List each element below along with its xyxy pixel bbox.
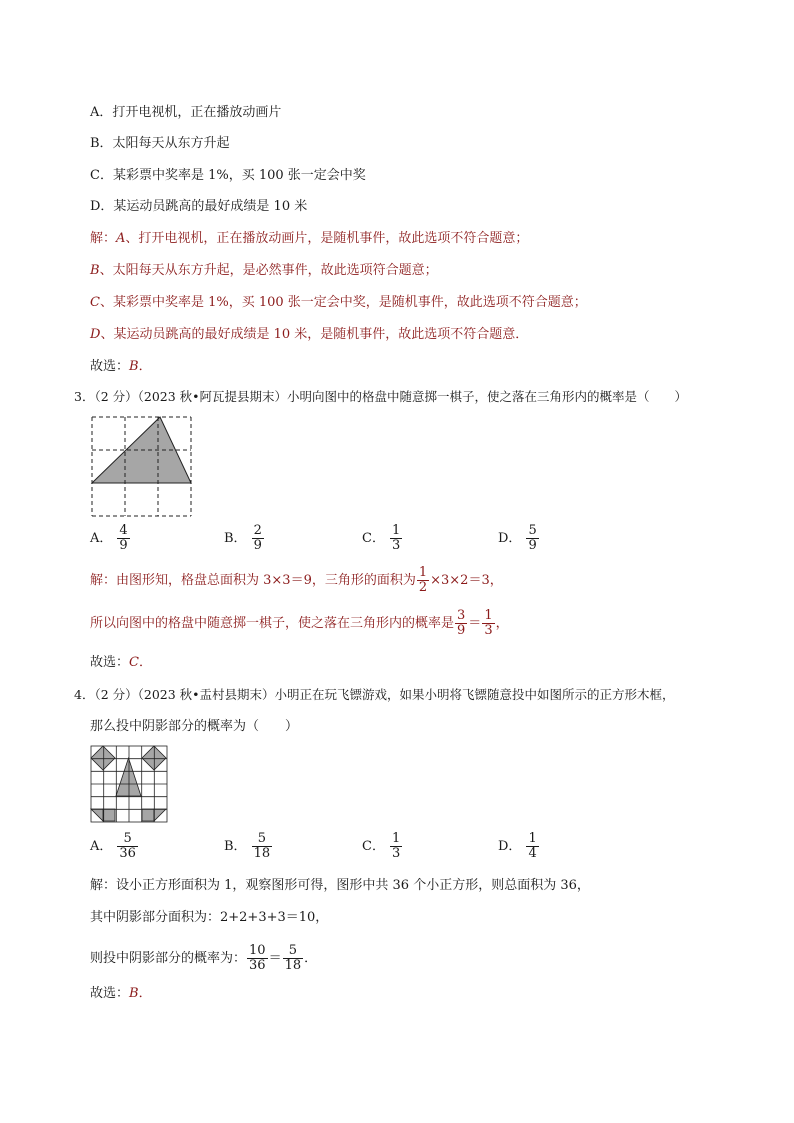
q3-solution-line-2 [90,609,509,638]
answer-letter: C [129,655,139,670]
fraction [252,832,273,861]
solution-text: 解：由图形知，格盘总面积为 3×3＝9，三角形的面积为 [90,573,416,588]
numerator: 2 [253,523,262,538]
denominator: 9 [457,623,466,638]
denominator: 36 [119,846,136,861]
fraction [455,609,467,638]
option-b: B．太阳每天从东方升起 [90,136,230,151]
answer-suffix: ． [138,986,152,1001]
solution-letter: D [90,327,101,342]
solution-letter: C [90,295,100,310]
q3-answer-line [90,654,152,672]
numerator: 5 [123,831,132,846]
q4-stem-line-2: 那么投中阴影部分的概率为（ ） [90,719,299,734]
answer-suffix: ． [138,655,152,670]
numerator: 5 [528,523,537,538]
answer-prefix: 故选： [90,359,130,374]
fraction [117,524,129,553]
denominator: 36 [249,958,266,973]
solution-text: 、某运动员跳高的最好成绩是 10 米，是随机事件，故此选项不符合题意． [100,327,529,342]
q4-option-d [498,832,540,861]
q3-stem: 3．（2 分）（2023 秋•阿瓦提县期末）小明向图中的格盘中随意掷一棋子，使之落在三角形内的概率是（ ） [74,389,688,404]
numerator: 5 [288,943,297,958]
option-label: B． [224,530,247,546]
option-d: D．某运动员跳高的最好成绩是 10 米 [90,199,308,214]
option-a: A．打开电视机，正在播放动画片 [90,105,282,120]
solution-text: 则投中阴影部分的概率为： [90,951,247,966]
fraction [283,944,304,973]
q3-option-c [362,524,403,553]
numerator: 1 [391,831,401,846]
solution-letter: B [90,263,100,278]
numerator: 10 [249,943,266,958]
answer-suffix: ． [138,359,152,374]
fraction [252,524,264,553]
solution-text: 、某彩票中奖率是 1%，买 100 张一定会中奖，是随机事件，故此选项不符合题意； [99,295,587,310]
fraction [117,832,138,861]
numerator: 1 [418,565,428,580]
fraction [390,832,402,861]
q4-option-c [362,832,403,861]
q4-solution-line-1 [90,877,590,895]
fraction [417,566,429,595]
equals-sign: ＝ [468,616,482,631]
fraction [247,944,268,973]
solution-line-1 [90,230,528,248]
answer-letter: B [129,359,139,374]
solution-letter: A [116,231,126,246]
solution-text: 所以向图中的格盘中随意掷一棋子，使之落在三角形内的概率是 [90,616,455,631]
answer-letter: B [129,986,139,1001]
solution-line-2 [90,262,438,280]
numerator: 1 [528,831,537,846]
option-label: D． [498,838,522,854]
option-label: A． [90,530,113,546]
numerator: 5 [257,831,266,846]
denominator: 9 [253,538,262,553]
q4-solution-line-2 [90,909,328,927]
denominator: 2 [418,580,428,595]
answer-line [90,358,152,376]
solution-text: ． [304,951,318,966]
solution-line-3 [90,294,587,312]
option-label: D． [498,530,522,546]
q4-option-b [224,832,273,861]
equals-sign: ＝ [268,951,282,966]
fraction [526,524,538,553]
answer-prefix: 故选： [90,655,130,670]
numerator: 1 [484,608,493,623]
solution-line-4 [90,326,528,344]
denominator: 9 [528,538,537,553]
denominator: 3 [391,846,401,861]
q4-solution-line-3 [90,944,317,973]
option-label: C． [362,838,385,854]
q4-stem-line-1: 4．（2 分）（2023 秋•盂村县期末）小明正在玩飞镖游戏，如果小明将飞镖随意投中如图所示的正方形木框， [74,687,675,702]
denominator: 3 [391,538,401,553]
q4-dartboard-figure [90,745,168,823]
solution-prefix: 解： [90,231,117,246]
solution-text: 、太阳每天从东方升起，是必然事件，故此选项符合题意； [99,263,438,278]
option-label: B． [224,838,247,854]
numerator: 3 [457,608,466,623]
solution-text: 其中阴影部分面积为：2+2+3+3＝10， [90,910,329,925]
denominator: 3 [484,623,493,638]
q3-option-b [224,524,265,553]
fraction [482,609,494,638]
numerator: 1 [391,523,401,538]
q3-grid-figure [90,415,194,519]
fraction [526,832,538,861]
q4-answer-line [90,985,152,1003]
option-label: C． [362,530,385,546]
denominator: 9 [119,538,128,553]
solution-text: ， [495,616,509,631]
solution-text: 解：设小正方形面积为 1，观察图形可得，图形中共 36 个小正方形，则总面积为 36， [90,878,590,893]
answer-prefix: 故选： [90,986,130,1001]
q3-option-d [498,524,540,553]
solution-text: ×3×2＝3， [430,573,503,588]
q4-shaded-regions [91,746,166,821]
q3-solution-line-1 [90,566,503,595]
option-c: C．某彩票中奖率是 1%，买 100 张一定会中奖 [90,168,366,183]
fraction [390,524,402,553]
numerator: 4 [119,523,128,538]
denominator: 18 [284,958,302,973]
q4-option-a [90,832,139,861]
denominator: 4 [528,846,537,861]
solution-text: 、打开电视机，正在播放动画片，是随机事件，故此选项不符合题意； [125,231,529,246]
option-label: A． [90,838,113,854]
q3-option-a [90,524,131,553]
denominator: 18 [253,846,271,861]
